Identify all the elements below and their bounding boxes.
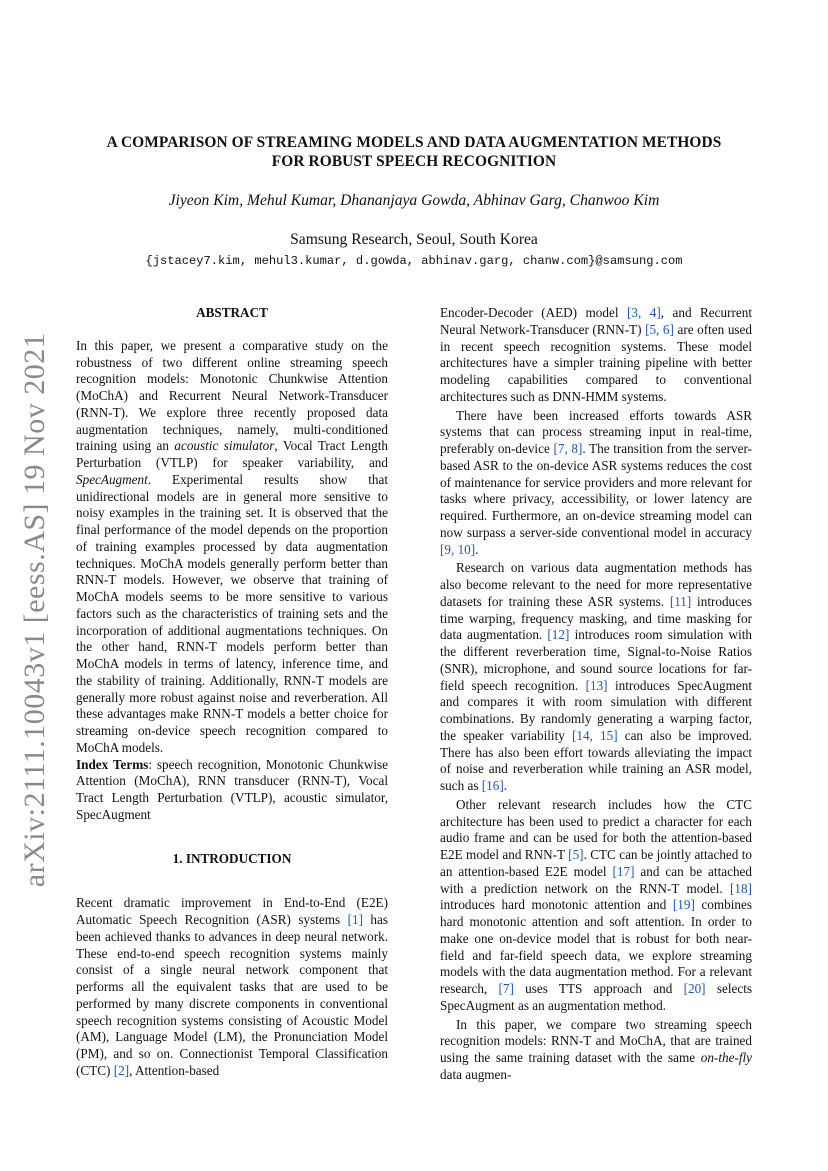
citation-link[interactable]: [7, 8] [553, 441, 583, 456]
intro-paragraph-5: In this paper, we compare two streaming speech recognition models: RNN-T and MoChA, that are trained using the same training dataset with the same on-the-fly data augmen- [440, 1016, 752, 1082]
index-terms-label: Index Terms [76, 756, 149, 772]
citation-link[interactable]: [14, 15] [572, 727, 618, 743]
citation-link[interactable]: [7] [498, 981, 514, 996]
citation-link[interactable]: [2] [113, 1062, 130, 1078]
citation-link[interactable]: [5, 6] [645, 321, 674, 337]
citation-link[interactable]: [12] [547, 627, 570, 643]
citation-link[interactable]: [17] [612, 863, 635, 879]
intro-paragraph-3: Research on various data augmentation methods has also become relevant to the need for more representative datasets for training these ASR systems. [11] introduces time warping, frequency masking, and time masking for data augmentation. [12] introduces room simulation with the different reverberation time, Signal-to-Noise Ratios (SNR), microphone, and sound source locations for far-field speech recognition. [13] introduces SpecAugment and compares it with room simulation with different combinations. By randomly generating a warping factor, the speaker variability [14, 15] can also be improved. There has also been effort towards alleviating the impact of noise and reverberation while training an ASR model, such as [16]. [440, 560, 752, 793]
citation-link[interactable]: [18] [730, 880, 752, 896]
intro-paragraph-1-cont: Encoder-Decoder (AED) model [3, 4], and Recurrent Neural Network-Transducer (RNN-T) [5, 6] are often used in recent speech recognition systems. These model architectures have a simpler training pipeline with better modeling capabilities compared to conventional architectures such as DNN-HMM systems. [440, 305, 752, 404]
intro-paragraph-1: Recent dramatic improvement in End-to-End (E2E) Automatic Speech Recognition (ASR) systems [1] has been achieved thanks to advances in deep neural network. These end-to-end speech recognition systems mainly consist of a single neural network component that performs all the equivalent tasks that are used to be performed by many discrete components in conventional speech recognition systems consisting of Acoustic Model (AM), Language Model (LM), the Pronunciation Model (PM), and so on. Connectionist Temporal Classification (CTC) [2], Attention-based [76, 895, 388, 1078]
arxiv-sidebar [14, 332, 56, 888]
citation-link[interactable]: [20] [683, 981, 706, 996]
introduction-heading: 1. INTRODUCTION [172, 850, 292, 866]
paper-title [70, 133, 758, 171]
author-emails: {jstacey7.kim, mehul3.kumar, d.gowda, abhinav.garg, chanw.com}@samsung.com [145, 254, 683, 268]
intro-paragraph-2: There have been increased efforts towards ASR systems that can process streaming input in real-time, preferably on-device [7, 8]. The transition from the server-based ASR to the on-device ASR systems reduces the cost of maintenance for service providers and more relevant for tasks where privacy, accessibility, or lower latency are required. Furthermore, an on-device streaming model can now surpass a server-side conventional model in accuracy [9, 10]. [440, 407, 752, 557]
citation-link[interactable]: [19] [672, 897, 695, 913]
title-line-1: A COMPARISON OF STREAMING MODELS AND DATA AUGMENTATION METHODS [106, 134, 722, 151]
citation-link[interactable]: [9, 10] [440, 541, 476, 557]
authors: Jiyeon Kim, Mehul Kumar, Dhananjaya Gowda, Abhinav Garg, Chanwoo Kim [168, 192, 660, 209]
intro-paragraph-4: Other relevant research includes how the CTC architecture has been used to predict a character for each audio frame and can be used for both the attention-based E2E model and RNN-T [5]. CTC can be jointly attached to an attention-based E2E model [17] and can be attached with a prediction network on the RNN-T model. [18] introduces hard monotonic attention and [19] combines hard monotonic attention and soft attention. In order to make one on-device model that is robust for both near-field and far-field speech data, we explore streaming models with the data augmentation method. For a relevant research, [7] uses TTS approach and [20] selects SpecAugment as an augmentation method. [440, 796, 752, 1013]
arxiv-identifier: arXiv:2111.10043v1 [eess.AS] 19 Nov 2021 [18, 332, 51, 888]
citation-link[interactable]: [16] [481, 778, 504, 793]
index-terms: Index Terms: speech recognition, Monotonic Chunkwise Attention (MoChA), RNN transducer (RNN-T), Vocal Tract Length Perturbation (VTLP), acoustic simulator, SpecAugment [76, 756, 388, 822]
left-column [76, 305, 388, 1080]
right-column [440, 305, 752, 1084]
citation-link[interactable]: [5] [568, 847, 584, 862]
abstract-text: In this paper, we present a comparative study on the robustness of two different online streaming speech recognition models: Monotonic Chunkwise Attention (MoChA) and Recurrent Neural Network-Transducer (RNN-T). We explore three recently proposed data augmentation techniques, namely, multi-conditioned training using an acoustic simulator, Vocal Tract Length Perturbation (VTLP) for speaker variability, and SpecAugment. Experimental results show that unidirectional models are in general more sensitive to noisy examples in the training set. It is observed that the final performance of the model depends on the proportion of training examples processed by data augmentation techniques. MoChA models generally perform better than RNN-T models. However, we observe that training of MoChA models seems to be more sensitive to various factors such as the characteristics of training sets and the incorporation of additional augmentations techniques. On the other hand, RNN-T models perform better than MoChA models in terms of latency, inference time, and the stability of training. Additionally, RNN-T models are generally more robust against noise and reverberation. All these advantages make RNN-T models a better choice for streaming on-device speech recognition compared to MoChA models. [76, 337, 388, 755]
citation-link[interactable]: [3, 4] [626, 305, 661, 320]
citation-link[interactable]: [11] [669, 593, 692, 609]
citation-link[interactable]: [1] [347, 912, 363, 927]
affiliation: Samsung Research, Seoul, South Korea [290, 231, 538, 248]
citation-link[interactable]: [13] [585, 677, 608, 693]
title-line-2: FOR ROBUST SPEECH RECOGNITION [271, 153, 557, 170]
abstract-heading: ABSTRACT [196, 305, 268, 320]
